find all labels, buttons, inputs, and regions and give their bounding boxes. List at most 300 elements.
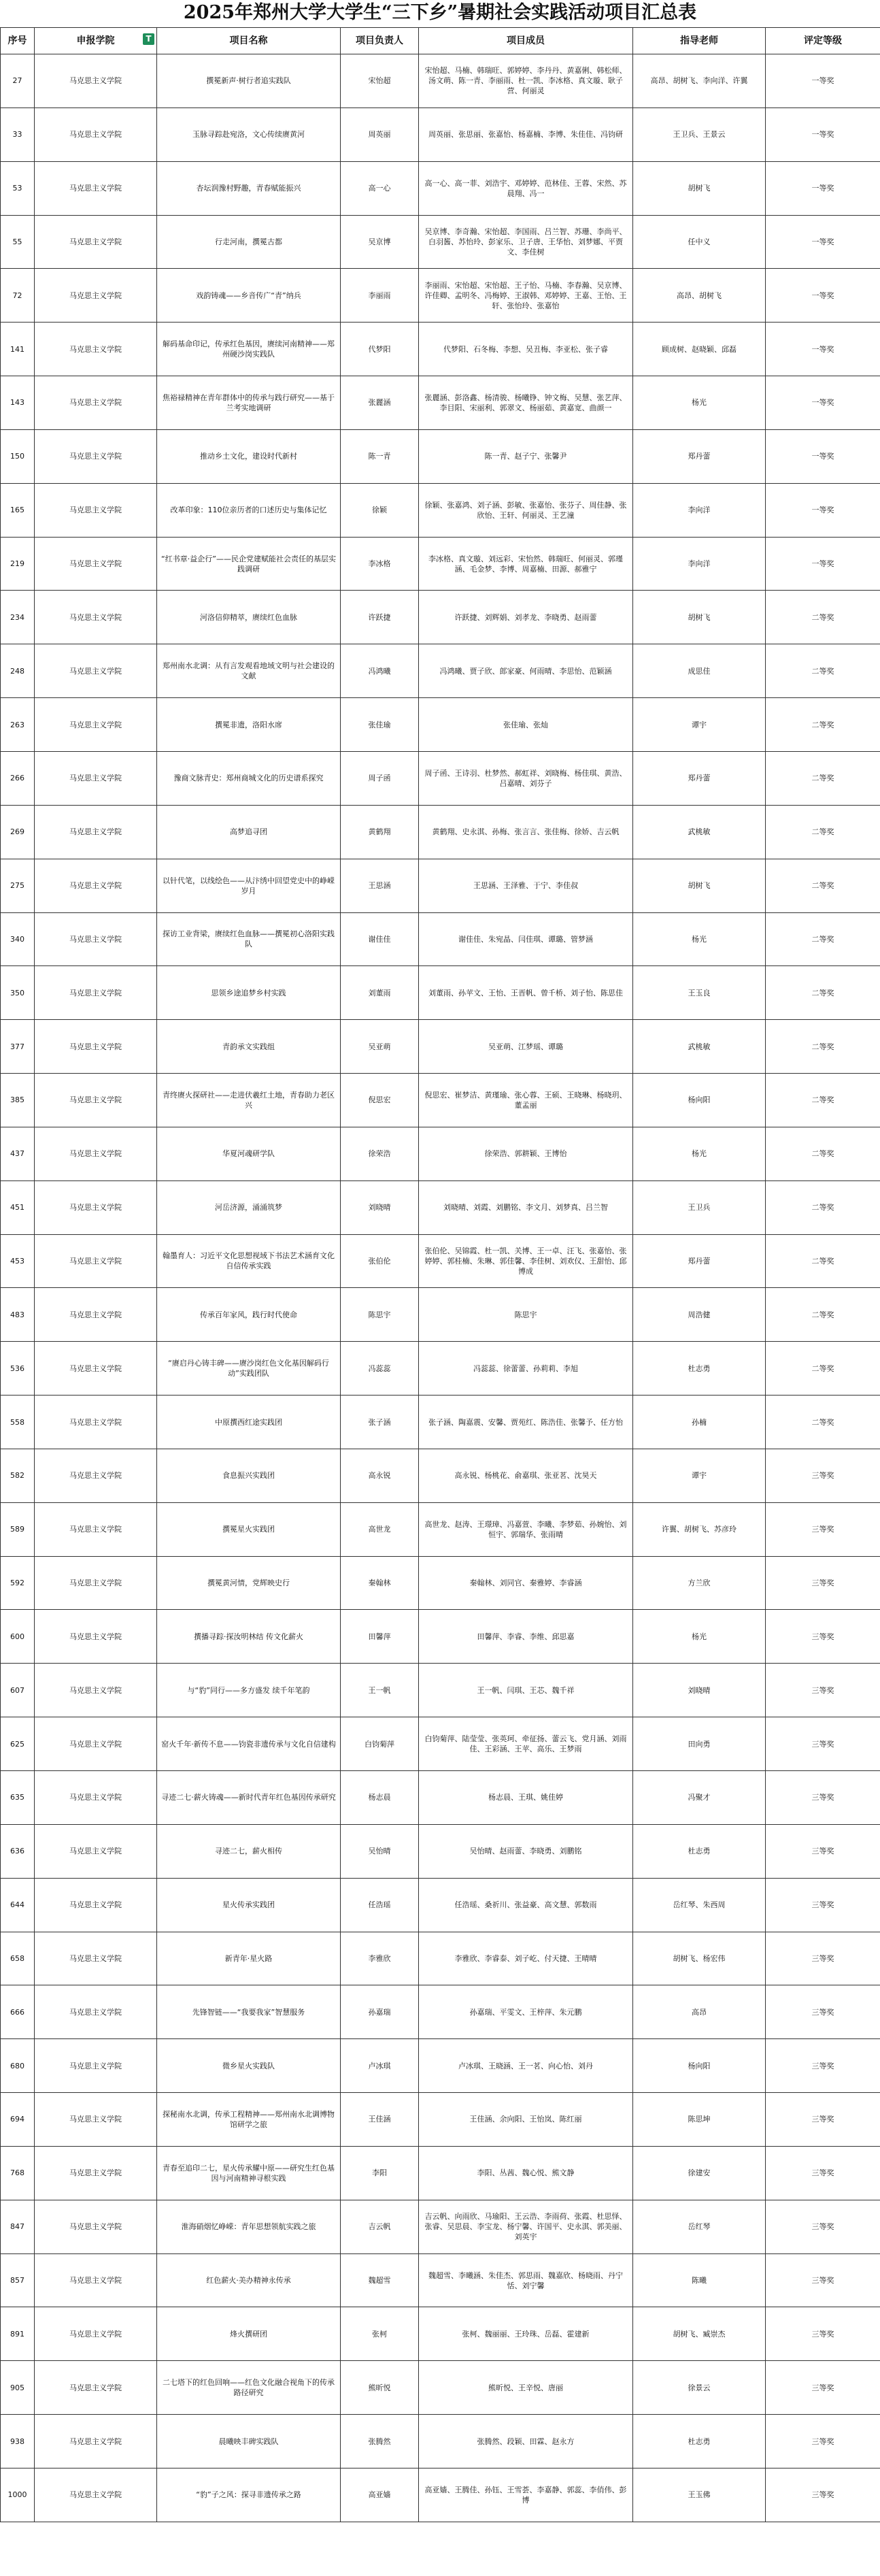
cell-leader: 田馨萍 <box>341 1610 419 1664</box>
cell-leader: 卢冰琪 <box>341 2039 419 2093</box>
cell-seq: 635 <box>1 1771 35 1825</box>
cell-grade: 一等奖 <box>766 537 880 591</box>
cell-grade: 三等奖 <box>766 1556 880 1610</box>
cell-college: 马克思主义学院 <box>35 1342 157 1396</box>
cell-members: 许跃捷、刘辉娟、刘孝龙、李晓勇、赵雨蕾 <box>419 591 633 644</box>
table-row <box>1 1932 880 1985</box>
table-row <box>1 2361 880 2415</box>
cell-advisor: 胡树飞、杨宏伟 <box>633 1932 766 1985</box>
cell-members: 卢冰琪、王晓涵、王一茗、向心怡、刘丹 <box>419 2039 633 2093</box>
cell-grade: 二等奖 <box>766 751 880 805</box>
cell-leader: 黄鹤翔 <box>341 805 419 859</box>
table-row <box>1 1502 880 1556</box>
cell-members: 倪思宏、崔梦洁、黄瑾瑜、张心蓉、王硕、王晓琳、杨晓玥、董孟丽 <box>419 1074 633 1127</box>
cell-grade: 三等奖 <box>766 1717 880 1771</box>
cell-project: 郑州南水北调：从有言发观看地域文明与社会建设的文献 <box>157 644 341 698</box>
cell-college: 马克思主义学院 <box>35 2146 157 2200</box>
cell-college: 马克思主义学院 <box>35 1878 157 1932</box>
cell-project: “红书章·益企行”——民企党建赋能社会责任的基层实践调研 <box>157 537 341 591</box>
cell-grade: 三等奖 <box>766 2093 880 2147</box>
table-row <box>1 1556 880 1610</box>
table-row <box>1 1824 880 1878</box>
cell-members: 高世龙、赵涛、王璟璋、冯嘉萱、李曦、李梦茹、孙婉怡、刘恒宇、郭瑞华、张雨晴 <box>419 1502 633 1556</box>
cell-leader: 吴京博 <box>341 215 419 269</box>
cell-grade: 二等奖 <box>766 912 880 966</box>
cell-grade: 二等奖 <box>766 1342 880 1396</box>
cell-college: 马克思主义学院 <box>35 1020 157 1074</box>
table-row <box>1 805 880 859</box>
cell-project: 翰墨育人：习近平文化思想视域下书法艺术涵育文化自信传承实践 <box>157 1234 341 1288</box>
cell-members: 张伯伦、吴锦霞、杜一凯、关博、王一卓、汪飞、张嘉怡、张婷婷、郭桂楠、朱琳、郭佳馨、李佳树、刘欢仪、王甜怡、邱博成 <box>419 1234 633 1288</box>
cell-advisor: 郑丹蕾 <box>633 1234 766 1288</box>
cell-grade: 一等奖 <box>766 376 880 430</box>
cell-seq: 636 <box>1 1824 35 1878</box>
cell-seq: 269 <box>1 805 35 859</box>
table-row <box>1 1127 880 1180</box>
table-row <box>1 1074 880 1127</box>
cell-grade: 三等奖 <box>766 2468 880 2522</box>
cell-leader: 李冰格 <box>341 537 419 591</box>
cell-advisor: 杨光 <box>633 1610 766 1664</box>
cell-project: 微乡星火实践队 <box>157 2039 341 2093</box>
cell-leader: 李阳 <box>341 2146 419 2200</box>
cell-leader: 任浩瑶 <box>341 1878 419 1932</box>
cell-leader: 周子函 <box>341 751 419 805</box>
cell-members: 周子函、王诗羽、杜梦然、郝虹祥、刘晓梅、杨佳琪、黄浩、吕嘉晴、刘芬子 <box>419 751 633 805</box>
cell-leader: 吉云帆 <box>341 2200 419 2253</box>
cell-seq: 644 <box>1 1878 35 1932</box>
cell-members: 任浩瑶、桑祈川、张益豪、高文慧、郭数雨 <box>419 1878 633 1932</box>
cell-leader: 刘晓晴 <box>341 1180 419 1234</box>
cell-leader: 冯鸿曦 <box>341 644 419 698</box>
cell-grade: 一等奖 <box>766 54 880 108</box>
cell-seq: 263 <box>1 698 35 752</box>
table-row <box>1 859 880 912</box>
table-row <box>1 269 880 323</box>
cell-advisor: 杨向阳 <box>633 2039 766 2093</box>
filter-icon[interactable]: T <box>143 33 154 45</box>
cell-project: 先锋智链——“我要我家”智慧服务 <box>157 1985 341 2039</box>
cell-seq: 377 <box>1 1020 35 1074</box>
cell-leader: 吴怡晴 <box>341 1824 419 1878</box>
table-row <box>1 376 880 430</box>
cell-members: 李冰格、真文璇、刘远彩、宋怡然、韩瑞旺、何丽灵、郭瑾涵、毛金梦、李博、周嘉楠、田源、郝雅宁 <box>419 537 633 591</box>
cell-leader: 白钧菊萍 <box>341 1717 419 1771</box>
cell-leader: 张腾然 <box>341 2415 419 2468</box>
cell-grade: 二等奖 <box>766 805 880 859</box>
header-grade: 评定等级 <box>766 28 880 54</box>
cell-advisor: 胡树飞、臧崇杰 <box>633 2307 766 2361</box>
cell-advisor: 成思佳 <box>633 644 766 698</box>
cell-project: 窑火千年·新传不息——钧瓷非遗传承与文化自信建构 <box>157 1717 341 1771</box>
cell-leader: 张子涵 <box>341 1396 419 1449</box>
cell-advisor: 高昂、胡树飞、李向洋、许翼 <box>633 54 766 108</box>
cell-grade: 一等奖 <box>766 269 880 323</box>
cell-seq: 53 <box>1 161 35 215</box>
cell-members: 吴怡晴、赵雨蕾、李晓勇、刘鹏铭 <box>419 1824 633 1878</box>
cell-seq: 219 <box>1 537 35 591</box>
cell-seq: 340 <box>1 912 35 966</box>
cell-seq: 451 <box>1 1180 35 1234</box>
cell-college: 马克思主义学院 <box>35 1610 157 1664</box>
cell-members: 黄鹤翔、史永淇、孙梅、张言言、张佳梅、徐娇、吉云帆 <box>419 805 633 859</box>
cell-project: 探秘南水北调，传承工程精神——郑州南水北调博物馆研学之旅 <box>157 2093 341 2147</box>
cell-college: 马克思主义学院 <box>35 1824 157 1878</box>
cell-seq: 558 <box>1 1396 35 1449</box>
cell-members: 李丽雨、宋怡超、宋怡超、王子怡、马楠、李春瀚、吴京博、许佳卿、孟明冬、冯梅婷、王淑韩、邓婷婷、王嘉、王怡、王轩、张怡玲、张嘉怡 <box>419 269 633 323</box>
table-row <box>1 644 880 698</box>
cell-members: 白钧菊萍、陆莹莹、张英珂、牵征扬、蕾云飞、党月涵、刘雨佳、王彩涵、王苹、高乐、王梦雨 <box>419 1717 633 1771</box>
table-row <box>1 2307 880 2361</box>
cell-grade: 三等奖 <box>766 1610 880 1664</box>
cell-grade: 三等奖 <box>766 2415 880 2468</box>
cell-project: 寻迹二七，薪火相传 <box>157 1824 341 1878</box>
cell-advisor: 胡树飞 <box>633 161 766 215</box>
cell-grade: 二等奖 <box>766 1074 880 1127</box>
cell-seq: 607 <box>1 1664 35 1717</box>
cell-seq: 592 <box>1 1556 35 1610</box>
cell-advisor: 王卫兵 <box>633 1180 766 1234</box>
cell-project: 思领乡途追梦乡村实践 <box>157 966 341 1020</box>
cell-college: 马克思主义学院 <box>35 323 157 376</box>
cell-members: 吴京博、李奇瀚、宋怡超、李国雨、吕兰智、苏珊、李尚平、白羽酱、苏怡玲、彭家乐、卫子唐、王华怡、刘梦娜、平贾文、李佳树 <box>419 215 633 269</box>
cell-college: 马克思主义学院 <box>35 2415 157 2468</box>
cell-college: 马克思主义学院 <box>35 1502 157 1556</box>
table-row <box>1 1234 880 1288</box>
table-row <box>1 2468 880 2522</box>
cell-members: 张佳瑜、张灿 <box>419 698 633 752</box>
header-members: 项目成员 <box>419 28 633 54</box>
cell-college: 马克思主义学院 <box>35 1717 157 1771</box>
cell-advisor: 孙楠 <box>633 1396 766 1449</box>
cell-members: 代梦阳、石冬梅、李想、吴丑梅、李亚松、张子睿 <box>419 323 633 376</box>
cell-leader: 王佳涵 <box>341 2093 419 2147</box>
cell-leader: 孙嘉瑞 <box>341 1985 419 2039</box>
cell-seq: 266 <box>1 751 35 805</box>
table-row <box>1 698 880 752</box>
table-row <box>1 2415 880 2468</box>
cell-seq: 33 <box>1 108 35 161</box>
cell-seq: 536 <box>1 1342 35 1396</box>
cell-project: 豫商文脉青史：郑州商城文化的历史谱系探究 <box>157 751 341 805</box>
cell-project: 烽火撰研团 <box>157 2307 341 2361</box>
table-row <box>1 966 880 1020</box>
cell-college: 马克思主义学院 <box>35 591 157 644</box>
cell-seq: 589 <box>1 1502 35 1556</box>
cell-seq: 275 <box>1 859 35 912</box>
cell-advisor: 杨向阳 <box>633 1074 766 1127</box>
cell-leader: 王思涵 <box>341 859 419 912</box>
cell-advisor: 徐建安 <box>633 2146 766 2200</box>
cell-members: 熊昕悦、王辛悦、唐丽 <box>419 2361 633 2415</box>
cell-project: 改革印象：110位亲历者的口述历史与集体记忆 <box>157 483 341 537</box>
cell-seq: 680 <box>1 2039 35 2093</box>
cell-project: 星火传承实践团 <box>157 1878 341 1932</box>
cell-project: 撰冕星火实践团 <box>157 1502 341 1556</box>
cell-grade: 三等奖 <box>766 2039 880 2093</box>
table-row <box>1 591 880 644</box>
cell-leader: 张柯 <box>341 2307 419 2361</box>
cell-project: 河岳济源，涌涌筑梦 <box>157 1180 341 1234</box>
table-row <box>1 1664 880 1717</box>
cell-leader: 魏超雪 <box>341 2253 419 2307</box>
cell-leader: 陈一青 <box>341 429 419 483</box>
cell-advisor: 杜志勇 <box>633 2415 766 2468</box>
cell-college: 马克思主义学院 <box>35 2253 157 2307</box>
cell-project: 青春至追印二七，星火传承耀中原——研究生红色基因与河南精神寻根实践 <box>157 2146 341 2200</box>
cell-members: 周英丽、张思丽、张嘉怡、杨嘉楠、李博、朱佳佳、冯钧研 <box>419 108 633 161</box>
cell-leader: 冯蕊蕊 <box>341 1342 419 1396</box>
cell-leader: 高一心 <box>341 161 419 215</box>
cell-college: 马克思主义学院 <box>35 429 157 483</box>
table-body <box>1 54 880 2522</box>
cell-college: 马克思主义学院 <box>35 644 157 698</box>
cell-seq: 72 <box>1 269 35 323</box>
cell-members: 谢佳佳、朱宛晶、闫佳琪、谭璐、管梦涵 <box>419 912 633 966</box>
cell-grade: 三等奖 <box>766 2200 880 2253</box>
cell-project: 与“豹”同行——多方盛发 续千年笔韵 <box>157 1664 341 1717</box>
cell-college: 马克思主义学院 <box>35 1180 157 1234</box>
cell-members: 王思涵、王泽雅、于宁、李佳叔 <box>419 859 633 912</box>
cell-advisor: 武桃敏 <box>633 805 766 859</box>
cell-advisor: 顾成树、赵晓颖、邱磊 <box>633 323 766 376</box>
cell-project: 红色薪火·美办精神永传承 <box>157 2253 341 2307</box>
cell-advisor: 刘晓晴 <box>633 1664 766 1717</box>
table-row <box>1 429 880 483</box>
cell-grade: 二等奖 <box>766 1396 880 1449</box>
cell-project: 淮海硝烟忆峥嵘：青年思想领航实践之旅 <box>157 2200 341 2253</box>
cell-advisor: 徐景云 <box>633 2361 766 2415</box>
table-row <box>1 537 880 591</box>
table-row <box>1 161 880 215</box>
cell-grade: 三等奖 <box>766 1771 880 1825</box>
cell-members: 张柯、魏丽丽、王玲珠、岳磊、霍建新 <box>419 2307 633 2361</box>
cell-college: 马克思主义学院 <box>35 1449 157 1502</box>
cell-grade: 三等奖 <box>766 1824 880 1878</box>
cell-leader: 高世龙 <box>341 1502 419 1556</box>
cell-grade: 三等奖 <box>766 1664 880 1717</box>
cell-members: 田馨萍、李睿、李维、邱思嘉 <box>419 1610 633 1664</box>
cell-members: 高亚嫱、王腾佳、孙钰、王雪荟、李嘉静、郭蕊、李俏伟、彭博 <box>419 2468 633 2522</box>
cell-project: 青韵承文实践组 <box>157 1020 341 1074</box>
header-advisor: 指导老师 <box>633 28 766 54</box>
cell-college: 马克思主义学院 <box>35 54 157 108</box>
cell-college: 马克思主义学院 <box>35 537 157 591</box>
cell-project: 焦裕禄精神在青年群体中的传承与践行研究——基于兰考实地调研 <box>157 376 341 430</box>
cell-members: 吉云帆、向雨欣、马瑜阳、王云浩、李雨荷、张霞、杜思怿、张睿、吴思晨、李宝龙、杨宁馨、许国平、史永淇、郭美丽、刘英宇 <box>419 2200 633 2253</box>
cell-advisor: 胡树飞 <box>633 859 766 912</box>
cell-seq: 600 <box>1 1610 35 1664</box>
header-college[interactable] <box>35 28 157 54</box>
cell-seq: 1000 <box>1 2468 35 2522</box>
cell-college: 马克思主义学院 <box>35 1074 157 1127</box>
cell-project: 撰冕黄河情，党辉映史行 <box>157 1556 341 1610</box>
cell-college: 马克思主义学院 <box>35 215 157 269</box>
header-project: 项目名称 <box>157 28 341 54</box>
cell-members: 张子涵、陶嘉震、安馨、贾苑红、陈浩佳、张馨予、任方怡 <box>419 1396 633 1449</box>
cell-project: 撰冕非遗，洛阳水席 <box>157 698 341 752</box>
cell-seq: 666 <box>1 1985 35 2039</box>
table-row <box>1 2200 880 2253</box>
cell-project: “赓启丹心铸丰碑——赓沙岗红色文化基因解码行动”实践团队 <box>157 1342 341 1396</box>
cell-grade: 一等奖 <box>766 483 880 537</box>
cell-members: 刘晓晴、刘霞、刘鹏铭、李文月、刘梦真、吕兰智 <box>419 1180 633 1234</box>
cell-members: 张腾然、段颖、田霖、赵永方 <box>419 2415 633 2468</box>
cell-leader: 宋怡超 <box>341 54 419 108</box>
header-leader: 项目负责人 <box>341 28 419 54</box>
cell-advisor: 高昂 <box>633 1985 766 2039</box>
cell-advisor: 杜志勇 <box>633 1824 766 1878</box>
cell-college: 马克思主义学院 <box>35 2361 157 2415</box>
cell-project: 食息振兴实践团 <box>157 1449 341 1502</box>
cell-college: 马克思主义学院 <box>35 1664 157 1717</box>
cell-college: 马克思主义学院 <box>35 2307 157 2361</box>
cell-leader: 张佳瑜 <box>341 698 419 752</box>
table-row <box>1 1396 880 1449</box>
header-seq: 序号 <box>1 28 35 54</box>
cell-grade: 一等奖 <box>766 108 880 161</box>
cell-seq: 857 <box>1 2253 35 2307</box>
cell-college: 马克思主义学院 <box>35 2039 157 2093</box>
cell-members: 陈一青、赵子宁、张馨尹 <box>419 429 633 483</box>
cell-seq: 27 <box>1 54 35 108</box>
cell-grade: 三等奖 <box>766 1449 880 1502</box>
cell-advisor: 谭宇 <box>633 1449 766 1502</box>
cell-leader: 徐颖 <box>341 483 419 537</box>
cell-grade: 二等奖 <box>766 591 880 644</box>
cell-seq: 694 <box>1 2093 35 2147</box>
cell-grade: 一等奖 <box>766 429 880 483</box>
cell-seq: 385 <box>1 1074 35 1127</box>
cell-project: “豹”子之风：探寻非遗传承之路 <box>157 2468 341 2522</box>
cell-seq: 847 <box>1 2200 35 2253</box>
table-row <box>1 1020 880 1074</box>
cell-seq: 453 <box>1 1234 35 1288</box>
cell-college: 马克思主义学院 <box>35 1234 157 1288</box>
cell-advisor: 陈曦 <box>633 2253 766 2307</box>
cell-members: 吴亚萌、江梦瑶、谭璐 <box>419 1020 633 1074</box>
cell-leader: 李丽雨 <box>341 269 419 323</box>
cell-advisor: 郑丹蕾 <box>633 751 766 805</box>
cell-grade: 一等奖 <box>766 215 880 269</box>
cell-college: 马克思主义学院 <box>35 1288 157 1342</box>
cell-project: 以针代笔，以线绘色——从汴绣中回望党史中的峥嵘岁月 <box>157 859 341 912</box>
cell-leader: 高亚嫱 <box>341 2468 419 2522</box>
cell-college: 马克思主义学院 <box>35 2200 157 2253</box>
table-row <box>1 1717 880 1771</box>
cell-project: 玉脉寻踪赴宛洛，文心传续赓黄河 <box>157 108 341 161</box>
cell-advisor: 杜志勇 <box>633 1342 766 1396</box>
cell-seq: 483 <box>1 1288 35 1342</box>
cell-leader: 熊昕悦 <box>341 2361 419 2415</box>
cell-college: 马克思主义学院 <box>35 912 157 966</box>
cell-college: 马克思主义学院 <box>35 108 157 161</box>
cell-project: 中原撰西红途实践团 <box>157 1396 341 1449</box>
cell-college: 马克思主义学院 <box>35 1127 157 1180</box>
cell-grade: 三等奖 <box>766 1985 880 2039</box>
cell-advisor: 郑丹蕾 <box>633 429 766 483</box>
cell-advisor: 王卫兵、王景云 <box>633 108 766 161</box>
cell-leader: 谢佳佳 <box>341 912 419 966</box>
cell-grade: 二等奖 <box>766 1127 880 1180</box>
cell-project: 传承百年家风，践行时代使命 <box>157 1288 341 1342</box>
cell-seq: 350 <box>1 966 35 1020</box>
cell-leader: 倪思宏 <box>341 1074 419 1127</box>
cell-grade: 二等奖 <box>766 859 880 912</box>
cell-leader: 张伯伦 <box>341 1234 419 1288</box>
cell-members: 王一帆、闫琪、王芯、魏千祥 <box>419 1664 633 1717</box>
cell-leader: 代梦阳 <box>341 323 419 376</box>
cell-project: 撰冕新声·树行者追实践队 <box>157 54 341 108</box>
cell-advisor: 周浩健 <box>633 1288 766 1342</box>
table-row <box>1 1288 880 1342</box>
cell-grade: 一等奖 <box>766 161 880 215</box>
cell-college: 马克思主义学院 <box>35 698 157 752</box>
cell-members: 刘董雨、孙苹文、王怡、王晋帆、曾千桥、刘子怡、陈思佳 <box>419 966 633 1020</box>
cell-leader: 张麗涵 <box>341 376 419 430</box>
cell-advisor: 杨光 <box>633 912 766 966</box>
cell-project: 戏韵铸魂——乡音传广“青”纳兵 <box>157 269 341 323</box>
table-row <box>1 2039 880 2093</box>
cell-leader: 徐荣浩 <box>341 1127 419 1180</box>
table-row <box>1 323 880 376</box>
cell-leader: 李雅欣 <box>341 1932 419 1985</box>
cell-college: 马克思主义学院 <box>35 805 157 859</box>
cell-grade: 二等奖 <box>766 1180 880 1234</box>
cell-college: 马克思主义学院 <box>35 483 157 537</box>
cell-advisor: 冯聚才 <box>633 1771 766 1825</box>
summary-table <box>0 27 880 2522</box>
cell-grade: 三等奖 <box>766 1502 880 1556</box>
table-row <box>1 1878 880 1932</box>
cell-grade: 三等奖 <box>766 1878 880 1932</box>
cell-project: 行走河南，撰冕古都 <box>157 215 341 269</box>
table-row <box>1 215 880 269</box>
cell-project: 青终赓火探研社——走进伏羲红土地，青春助力老区兴 <box>157 1074 341 1127</box>
table-row <box>1 1610 880 1664</box>
cell-grade: 三等奖 <box>766 2361 880 2415</box>
cell-advisor: 方兰欣 <box>633 1556 766 1610</box>
cell-seq: 248 <box>1 644 35 698</box>
cell-advisor: 许翼、胡树飞、苏彦玲 <box>633 1502 766 1556</box>
cell-advisor: 杨光 <box>633 376 766 430</box>
sheet-title: 2025年郑州大学大学生“三下乡”暑期社会实践活动项目汇总表 <box>183 2 697 23</box>
cell-advisor: 田向勇 <box>633 1717 766 1771</box>
cell-grade: 二等奖 <box>766 644 880 698</box>
cell-project: 解码基命印记，传承红色基因，赓续河南精神——郑州硬沙岗实践队 <box>157 323 341 376</box>
cell-advisor: 李向洋 <box>633 537 766 591</box>
cell-college: 马克思主义学院 <box>35 1556 157 1610</box>
table-row <box>1 108 880 161</box>
cell-college: 马克思主义学院 <box>35 1771 157 1825</box>
cell-college: 马克思主义学院 <box>35 1985 157 2039</box>
cell-advisor: 武桃敏 <box>633 1020 766 1074</box>
cell-advisor: 高昂、胡树飞 <box>633 269 766 323</box>
cell-advisor: 胡树飞 <box>633 591 766 644</box>
cell-seq: 891 <box>1 2307 35 2361</box>
table-row <box>1 912 880 966</box>
cell-seq: 905 <box>1 2361 35 2415</box>
table-row <box>1 1449 880 1502</box>
cell-advisor: 岳红琴 <box>633 2200 766 2253</box>
cell-college: 马克思主义学院 <box>35 376 157 430</box>
cell-members: 冯鸿曦、贾子欣、郎家豪、何雨晴、李思怡、范颖涵 <box>419 644 633 698</box>
cell-members: 秦翰林、刘同官、秦雅婷、李睿涵 <box>419 1556 633 1610</box>
cell-leader: 周英丽 <box>341 108 419 161</box>
cell-college: 马克思主义学院 <box>35 859 157 912</box>
cell-seq: 143 <box>1 376 35 430</box>
cell-leader: 高永锐 <box>341 1449 419 1502</box>
